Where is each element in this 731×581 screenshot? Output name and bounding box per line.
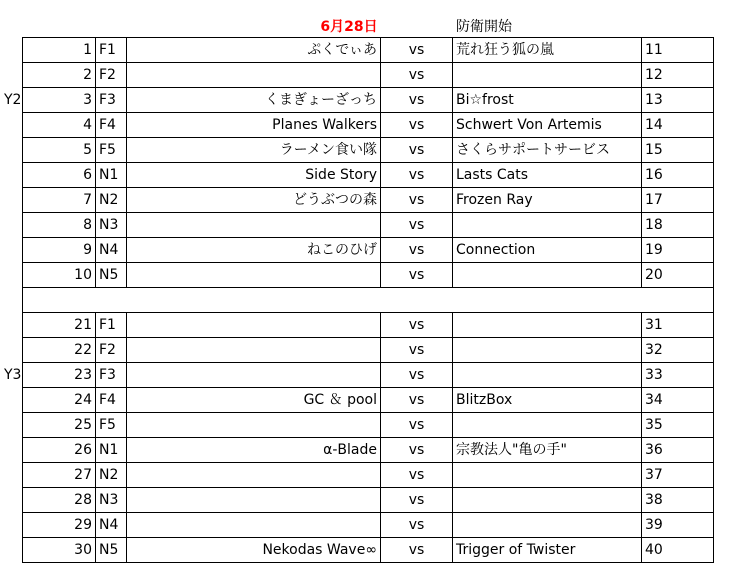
group-label-y2: Y2 — [4, 92, 22, 108]
versus-label-cell: vs — [381, 238, 453, 263]
away-team-cell — [453, 313, 642, 338]
home-team-cell: ねこのひげ — [127, 238, 381, 263]
away-team-cell: 宗教法人"亀の手" — [453, 438, 642, 463]
match-id-cell: 39 — [642, 513, 714, 538]
versus-label-cell: vs — [381, 313, 453, 338]
table-row — [23, 463, 714, 488]
match-id-cell: 19 — [642, 238, 714, 263]
versus-label-cell: vs — [381, 413, 453, 438]
schedule-title: 防衛開始 — [456, 19, 512, 35]
home-team-cell: Planes Walkers — [127, 113, 381, 138]
table-row — [23, 213, 714, 238]
versus-label-cell: vs — [381, 538, 453, 563]
court-code-cell: F5 — [96, 413, 127, 438]
match-id-cell: 40 — [642, 538, 714, 563]
court-code-cell: N1 — [96, 163, 127, 188]
away-team-cell — [453, 513, 642, 538]
match-id-cell: 17 — [642, 188, 714, 213]
match-id-cell: 16 — [642, 163, 714, 188]
table-row — [23, 488, 714, 513]
court-code-cell: N3 — [96, 488, 127, 513]
match-id-cell: 36 — [642, 438, 714, 463]
away-team-cell: Frozen Ray — [453, 188, 642, 213]
away-team-cell: Schwert Von Artemis — [453, 113, 642, 138]
match-number-cell: 23 — [23, 363, 96, 388]
table-row — [23, 388, 714, 413]
match-number-cell: 3 — [23, 88, 96, 113]
match-number-cell: 2 — [23, 63, 96, 88]
schedule-date: 6月28日 — [320, 19, 378, 35]
home-team-cell — [127, 263, 381, 288]
home-team-cell: Side Story — [127, 163, 381, 188]
versus-label-cell: vs — [381, 513, 453, 538]
home-team-cell — [127, 463, 381, 488]
match-id-cell: 35 — [642, 413, 714, 438]
away-team-cell — [453, 488, 642, 513]
versus-label-cell: vs — [381, 138, 453, 163]
match-number-cell: 9 — [23, 238, 96, 263]
home-team-cell: くまぎょーざっち — [127, 88, 381, 113]
home-team-cell: Nekodas Wave∞ — [127, 538, 381, 563]
court-code-cell: N2 — [96, 463, 127, 488]
match-number-cell: 4 — [23, 113, 96, 138]
court-code-cell: N4 — [96, 238, 127, 263]
home-team-cell: ぷくでぃあ — [127, 38, 381, 63]
away-team-cell: Lasts Cats — [453, 163, 642, 188]
home-team-cell — [127, 338, 381, 363]
match-number-cell: 30 — [23, 538, 96, 563]
group-label-y3: Y3 — [4, 367, 22, 383]
away-team-cell: Trigger of Twister — [453, 538, 642, 563]
versus-label-cell: vs — [381, 113, 453, 138]
match-id-cell: 11 — [642, 38, 714, 63]
table-row — [23, 413, 714, 438]
match-number-cell: 28 — [23, 488, 96, 513]
table-row — [23, 263, 714, 288]
away-team-cell — [453, 363, 642, 388]
spacer-cell — [381, 288, 453, 313]
match-id-cell: 20 — [642, 263, 714, 288]
home-team-cell: どうぶつの森 — [127, 188, 381, 213]
match-number-cell: 7 — [23, 188, 96, 213]
match-id-cell: 15 — [642, 138, 714, 163]
versus-label-cell: vs — [381, 38, 453, 63]
table-row — [23, 88, 714, 113]
home-team-cell — [127, 313, 381, 338]
table-row — [23, 513, 714, 538]
court-code-cell: N3 — [96, 213, 127, 238]
table-row — [23, 138, 714, 163]
away-team-cell: Bi☆frost — [453, 88, 642, 113]
court-code-cell: F3 — [96, 88, 127, 113]
match-number-cell: 26 — [23, 438, 96, 463]
versus-label-cell: vs — [381, 438, 453, 463]
spacer-cell — [127, 288, 381, 313]
table-row — [23, 238, 714, 263]
home-team-cell — [127, 213, 381, 238]
away-team-cell: BlitzBox — [453, 388, 642, 413]
home-team-cell — [127, 413, 381, 438]
spacer-cell — [642, 288, 714, 313]
home-team-cell: α-Blade — [127, 438, 381, 463]
match-table — [22, 37, 714, 563]
versus-label-cell: vs — [381, 463, 453, 488]
court-code-cell: F1 — [96, 38, 127, 63]
spacer-row — [23, 288, 714, 313]
match-id-cell: 12 — [642, 63, 714, 88]
versus-label-cell: vs — [381, 363, 453, 388]
court-code-cell: N2 — [96, 188, 127, 213]
table-row — [23, 113, 714, 138]
away-team-cell — [453, 338, 642, 363]
versus-label-cell: vs — [381, 88, 453, 113]
home-team-cell — [127, 513, 381, 538]
versus-label-cell: vs — [381, 488, 453, 513]
home-team-cell — [127, 363, 381, 388]
match-number-cell: 5 — [23, 138, 96, 163]
home-team-cell: GC ＆ pool — [127, 388, 381, 413]
spacer-cell — [23, 288, 96, 313]
court-code-cell: F1 — [96, 313, 127, 338]
away-team-cell — [453, 463, 642, 488]
match-number-cell: 24 — [23, 388, 96, 413]
match-id-cell: 18 — [642, 213, 714, 238]
match-table-body — [23, 38, 714, 563]
court-code-cell: N4 — [96, 513, 127, 538]
versus-label-cell: vs — [381, 213, 453, 238]
match-id-cell: 34 — [642, 388, 714, 413]
court-code-cell: N5 — [96, 263, 127, 288]
match-number-cell: 1 — [23, 38, 96, 63]
match-number-cell: 8 — [23, 213, 96, 238]
court-code-cell: N1 — [96, 438, 127, 463]
match-id-cell: 38 — [642, 488, 714, 513]
court-code-cell: F4 — [96, 113, 127, 138]
table-row — [23, 63, 714, 88]
away-team-cell: 荒れ狂う狐の嵐 — [453, 38, 642, 63]
table-row — [23, 338, 714, 363]
match-id-cell: 32 — [642, 338, 714, 363]
match-number-cell: 21 — [23, 313, 96, 338]
versus-label-cell: vs — [381, 388, 453, 413]
table-row — [23, 313, 714, 338]
table-row — [23, 38, 714, 63]
away-team-cell — [453, 263, 642, 288]
match-id-cell: 31 — [642, 313, 714, 338]
match-number-cell: 25 — [23, 413, 96, 438]
versus-label-cell: vs — [381, 263, 453, 288]
versus-label-cell: vs — [381, 163, 453, 188]
court-code-cell: F2 — [96, 63, 127, 88]
match-number-cell: 22 — [23, 338, 96, 363]
court-code-cell: F2 — [96, 338, 127, 363]
away-team-cell — [453, 213, 642, 238]
match-number-cell: 29 — [23, 513, 96, 538]
match-id-cell: 37 — [642, 463, 714, 488]
table-row — [23, 163, 714, 188]
match-id-cell: 14 — [642, 113, 714, 138]
court-code-cell: N5 — [96, 538, 127, 563]
versus-label-cell: vs — [381, 63, 453, 88]
home-team-cell — [127, 488, 381, 513]
versus-label-cell: vs — [381, 188, 453, 213]
versus-label-cell: vs — [381, 338, 453, 363]
match-id-cell: 13 — [642, 88, 714, 113]
spacer-cell — [453, 288, 642, 313]
court-code-cell: F5 — [96, 138, 127, 163]
home-team-cell — [127, 63, 381, 88]
match-id-cell: 33 — [642, 363, 714, 388]
court-code-cell: F3 — [96, 363, 127, 388]
spacer-cell — [96, 288, 127, 313]
table-row — [23, 438, 714, 463]
away-team-cell — [453, 413, 642, 438]
table-row — [23, 538, 714, 563]
table-row — [23, 363, 714, 388]
match-number-cell: 6 — [23, 163, 96, 188]
away-team-cell: さくらサポートサービス — [453, 138, 642, 163]
match-number-cell: 27 — [23, 463, 96, 488]
match-number-cell: 10 — [23, 263, 96, 288]
away-team-cell: Connection — [453, 238, 642, 263]
court-code-cell: F4 — [96, 388, 127, 413]
away-team-cell — [453, 63, 642, 88]
table-row — [23, 188, 714, 213]
home-team-cell: ラーメン食い隊 — [127, 138, 381, 163]
